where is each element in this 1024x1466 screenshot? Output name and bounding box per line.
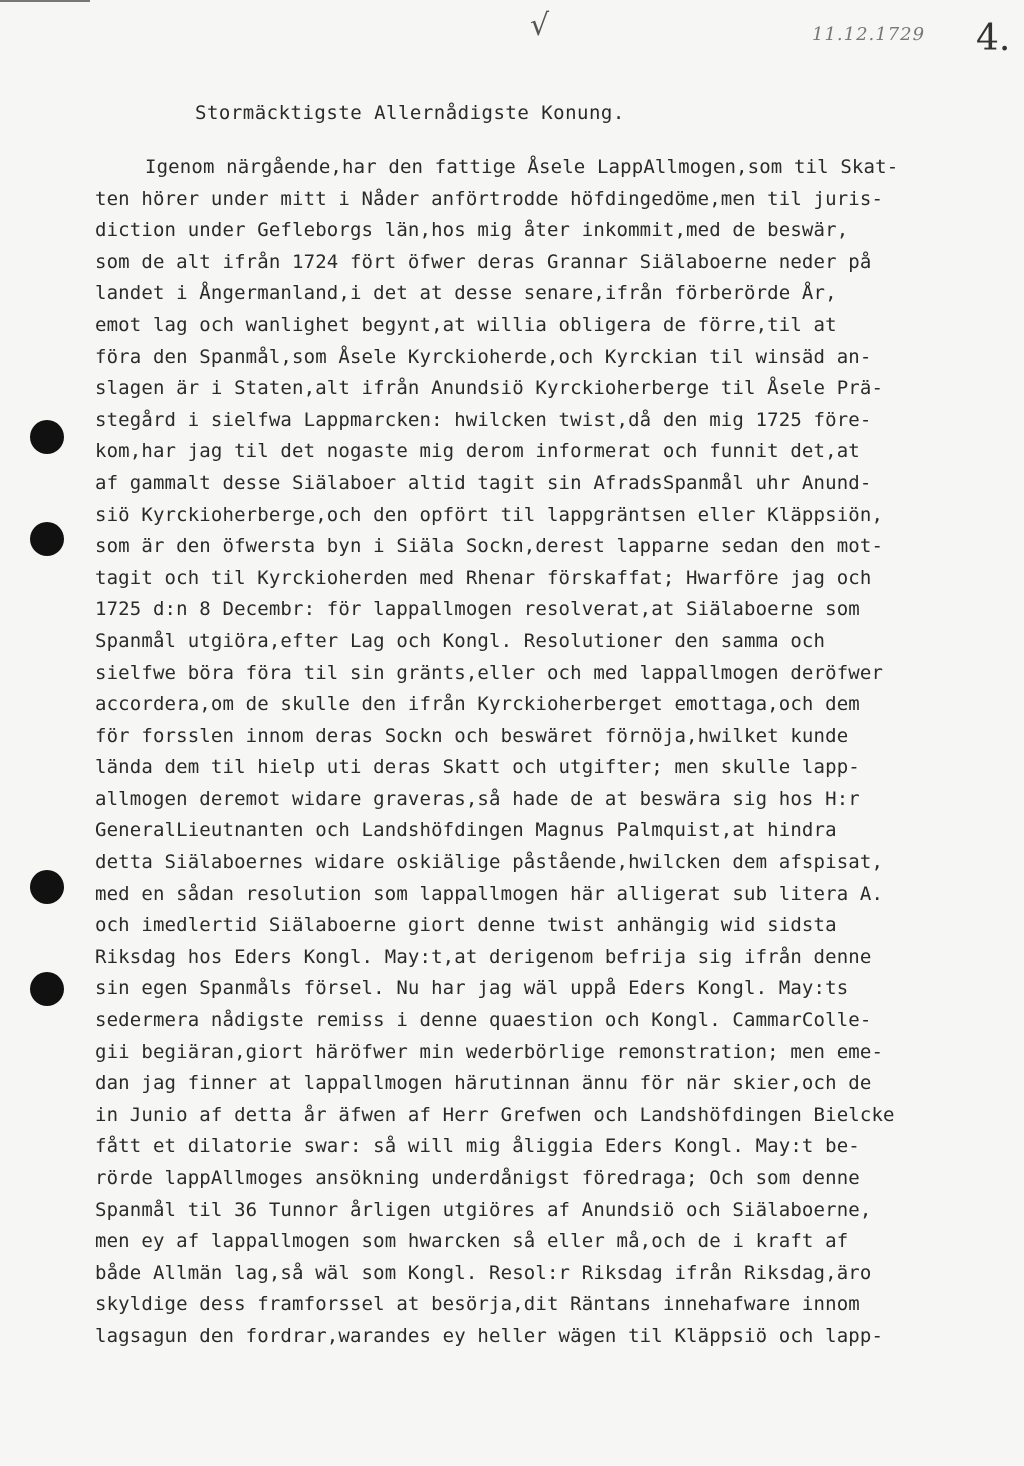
text-line: med en sådan resolution som lappallmogen här alligerat sub litera A. <box>95 882 884 905</box>
text-line: in Junio af detta år äfwen af Herr Grefwen och Landshöfdingen Bielcke <box>95 1103 895 1126</box>
text-line: sedermera nådigste remiss i denne quaestion och Kongl. CammarColle- <box>95 1009 872 1032</box>
text-line: accordera,om de skulle den ifrån Kyrckioherberget emottaga,och dem <box>95 693 860 716</box>
text-line: landet i Ångermanland,i det at desse senare,ifrån förberörde År, <box>95 282 837 305</box>
text-line: Spanmål til 36 Tunnor årligen utgiöres af Anundsiö och Siälaboerne, <box>95 1198 872 1221</box>
text-line: ten hörer under mitt i Nåder anförtrodde höfdingedöme,men til juris- <box>95 187 884 210</box>
text-line: som de alt ifrån 1724 fört öfwer deras Grannar Siälaboerne neder på <box>95 250 872 273</box>
text-line: som är den öfwersta byn i Siäla Sockn,derest lapparne sedan den mot- <box>95 535 884 558</box>
check-mark: √ <box>530 8 550 43</box>
text-line: både Allmän lag,så wäl som Kongl. Resol:r Riksdag ifrån Riksdag,äro <box>95 1261 872 1284</box>
text-line: fått et dilatorie swar: så will mig åliggia Eders Kongl. May:t be- <box>95 1135 860 1158</box>
text-line: 1725 d:n 8 Decembr: för lappallmogen resolverat,at Siälaboerne som <box>95 598 860 621</box>
text-line: kom,har jag til det nogaste mig derom informerat och funnit det,at <box>95 440 860 463</box>
handwritten-date: 11.12.1729 <box>812 24 926 45</box>
punch-hole <box>30 870 64 904</box>
text-line: tagit och til Kyrckioherden med Rhenar förskaffat; Hwarföre jag och <box>95 566 872 589</box>
punch-hole <box>30 420 64 454</box>
text-line: föra den Spanmål,som Åsele Kyrckioherde,och Kyrckian til winsäd an- <box>95 345 872 368</box>
text-line: för forsslen innom deras Sockn och beswäret förnöja,hwilket kunde <box>95 724 849 747</box>
text-line: diction under Gefleborgs län,hos mig åter inkommit,med de beswär, <box>95 219 849 242</box>
letter-body <box>95 152 965 1353</box>
text-line: emot lag och wanlighet begynt,at willia obligera de förre,til at <box>95 313 837 336</box>
text-line: och imedlertid Siälaboerne giort denne twist anhängig wid sidsta <box>95 914 837 937</box>
text-line: detta Siälaboernes widare oskiälige påstående,hwilcken dem afspisat, <box>95 851 884 874</box>
text-line: gii begiäran,giort häröfwer min wederbörlige remonstration; men eme- <box>95 1040 884 1063</box>
text-line: siö Kyrckioherberge,och den opfört til lappgräntsen eller Kläppsiön, <box>95 503 884 526</box>
text-line: rörde lappAllmoges ansökning underdånigst föredraga; Och som denne <box>95 1167 860 1189</box>
text-line: sin egen Spanmåls försel. Nu har jag wäl uppå Eders Kongl. May:ts <box>95 977 849 1000</box>
text-line: stegård i sielfwa Lappmarcken: hwilcken twist,då den mig 1725 före- <box>95 408 872 431</box>
text-line: Spanmål utgiöra,efter Lag och Kongl. Resolutioner den samma och <box>95 629 826 652</box>
text-line: slagen är i Staten,alt ifrån Anundsiö Kyrckioherberge til Åsele Prä- <box>95 377 884 400</box>
text-line: Igenom närgående,har den fattige Åsele LappAllmogen,som til Skat- <box>145 156 899 178</box>
text-line: skyldige dess framforssel at besörja,dit Räntans innehafware innom <box>95 1293 860 1316</box>
text-line: lända dem til hielp uti deras Skatt och utgifter; men skulle lapp- <box>95 756 860 779</box>
text-line: lagsagun den fordrar,warandes ey heller wägen til Kläppsiö och lapp- <box>95 1324 884 1347</box>
punch-hole <box>30 972 64 1006</box>
punch-hole <box>30 522 64 556</box>
text-line: sielfwe böra föra til sin gränts,eller och med lappallmogen deröfwer <box>95 661 884 684</box>
scan-edge-mark <box>0 0 90 2</box>
text-line: men ey af lappallmogen som hwarcken så eller må,och de i kraft af <box>95 1230 849 1253</box>
text-line: GeneralLieutnanten och Landshöfdingen Magnus Palmquist,at hindra <box>95 819 837 842</box>
text-line: dan jag finner at lappallmogen härutinnan ännu för när skier,och de <box>95 1072 872 1095</box>
text-line: allmogen deremot widare graveras,så hade de at beswära sig hos H:r <box>95 787 860 810</box>
text-line: Riksdag hos Eders Kongl. May:t,at derigenom befrija sig ifrån denne <box>95 945 872 968</box>
page-number: 4. <box>976 18 1011 59</box>
salutation: Stormäcktigste Allernådigste Konung. <box>195 102 625 124</box>
text-line: af gammalt desse Siälaboer altid tagit sin AfradsSpanmål uhr Anund- <box>95 471 872 494</box>
